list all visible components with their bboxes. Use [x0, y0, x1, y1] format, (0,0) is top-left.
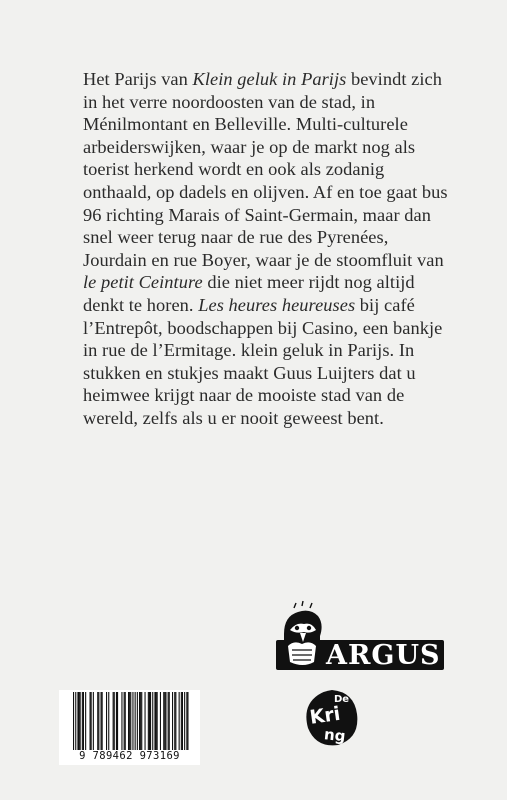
blurb-segment: l’Entrepôt, boodschappen bij Casino, een bankje: [83, 317, 443, 338]
blurb-italic-title: le petit Ceinture: [83, 272, 203, 293]
blurb-line: [83, 407, 428, 430]
barcode-bar: [129, 692, 130, 750]
barcode-bar: [90, 692, 91, 750]
blurb-line: [83, 68, 442, 91]
barcode-bar: [156, 692, 157, 750]
barcode-bar: [132, 692, 133, 750]
argus-logo: [274, 600, 446, 674]
barcode-bar: [75, 692, 76, 754]
blurb-segment: onthaald, op dadels en olijven. Af en toe gaat bus: [83, 181, 448, 202]
argus-wordmark: ARGUS: [326, 640, 441, 671]
blurb-text: [83, 68, 448, 430]
kring-bottom-text: ng: [323, 725, 347, 746]
blurb-italic-title: Klein geluk in Parijs: [192, 69, 347, 89]
barcode-bar: [116, 692, 117, 750]
isbn-digits: 9 789462 973169: [59, 750, 200, 762]
barcode-bar: [145, 692, 146, 750]
barcode-bar: [93, 692, 94, 750]
blurb-line: [83, 204, 431, 227]
barcode-bar: [141, 692, 142, 750]
barcode-bar: [148, 692, 149, 750]
barcode-bar: [186, 692, 187, 750]
barcode-bars: [59, 690, 200, 754]
de-kring-logo: [304, 688, 360, 748]
barcode-bar: [102, 692, 103, 750]
blurb-segment: die niet meer rijdt nog altijd: [202, 272, 415, 293]
blurb-line: [83, 339, 428, 362]
blurb-line: [83, 136, 428, 159]
blurb-segment: snel weer terug naar de rue des Pyrenées,: [83, 227, 389, 248]
blurb-line: [83, 271, 428, 294]
barcode-bar: [181, 692, 182, 750]
blurb-segment: Jourdain en rue Boyer, waar je de stoomfluit van: [83, 249, 444, 270]
blurb-segment: 96 richting Marais of Saint-Germain, maar dan: [83, 204, 431, 225]
barcode-bar: [101, 692, 102, 750]
barcode-bar: [164, 692, 165, 750]
blurb-segment: heimwee krijgt naar de mooiste stad van de: [83, 385, 405, 406]
blurb-segment: in rue de l’Ermitage. klein geluk in Parijs. In: [83, 340, 415, 361]
blurb-segment: wereld, zelfs als u er nooit geweest bent.: [83, 407, 384, 428]
barcode-bar: [117, 692, 118, 750]
blurb-line: [83, 249, 444, 272]
barcode-bar: [130, 692, 131, 750]
barcode-bar: [179, 692, 180, 750]
bird-mascot-icon: [284, 601, 322, 670]
barcode-bar: [82, 692, 83, 750]
barcode-bar: [168, 692, 169, 750]
blurb-segment: arbeiderswijken, waar je op de markt nog als: [83, 136, 416, 157]
barcode-bar: [184, 692, 185, 750]
barcode-bar: [121, 692, 122, 750]
barcode-bar: [91, 692, 92, 750]
blurb-line: [83, 113, 428, 136]
kring-top-text: De: [334, 694, 350, 705]
barcode-bar: [114, 692, 115, 750]
barcode-bar: [175, 692, 176, 754]
barcode-bar: [113, 692, 114, 750]
barcode-bar: [182, 692, 183, 750]
barcode-bar: [124, 692, 125, 754]
barcode-bar: [157, 692, 158, 750]
barcode-bar: [152, 692, 153, 750]
blurb-segment: denkt te horen.: [83, 294, 199, 315]
barcode-bar: [174, 692, 175, 754]
barcode-bar: [187, 692, 188, 750]
blurb-line: [83, 294, 428, 317]
barcode-bar: [172, 692, 173, 750]
barcode-bar: [139, 692, 140, 750]
blurb-segment: in het verre noordoosten van de stad, in: [83, 91, 376, 112]
blurb-line: [83, 226, 428, 249]
barcode-bar: [160, 692, 161, 750]
de-kring-logo-graphic: [304, 688, 360, 748]
blurb-line: [83, 91, 428, 114]
argus-logo-graphic: [274, 600, 446, 674]
blurb-segment: stukken en stukjes maakt Guus Luijters dat u: [83, 362, 416, 383]
barcode-bar: [80, 692, 81, 750]
barcode-bar: [98, 692, 99, 750]
blurb-segment: bevindt zich: [346, 69, 442, 89]
blurb-segment: toerist herkend wordt en ook als zodanig: [83, 159, 385, 180]
barcode-bar: [150, 692, 151, 750]
blurb-line: [83, 181, 448, 204]
barcode-bar: [149, 692, 150, 750]
kring-mid-text: Kri: [308, 702, 342, 729]
barcode-bar: [154, 692, 155, 750]
barcode-bar: [125, 692, 126, 754]
blurb-segment: Het Parijs van: [83, 69, 193, 89]
barcode-bar: [108, 692, 109, 750]
barcode-bar: [73, 692, 74, 754]
blurb-segment: bij café: [355, 294, 415, 315]
blurb-italic-title: Les heures heureuses: [198, 294, 356, 315]
barcode-bar: [79, 692, 80, 750]
barcode-bar: [106, 692, 107, 750]
barcode-bar: [169, 692, 170, 750]
blurb-line: [83, 384, 428, 407]
barcode-bar: [128, 692, 129, 750]
barcode-bar: [165, 692, 166, 750]
barcode-bar: [140, 692, 141, 750]
isbn-barcode: [59, 690, 200, 765]
barcode-bar: [163, 692, 164, 750]
blurb-line: [83, 158, 428, 181]
barcode-bar: [137, 692, 138, 750]
barcode-bar: [85, 692, 86, 750]
barcode-bar: [97, 692, 98, 750]
barcode-bar: [83, 692, 84, 750]
barcode-bar: [135, 692, 136, 750]
blurb-segment: Ménilmontant en Belleville. Multi-culturele: [83, 114, 408, 135]
barcode-bar: [77, 692, 78, 750]
blurb-line: [83, 317, 443, 340]
blurb-line: [83, 362, 428, 385]
